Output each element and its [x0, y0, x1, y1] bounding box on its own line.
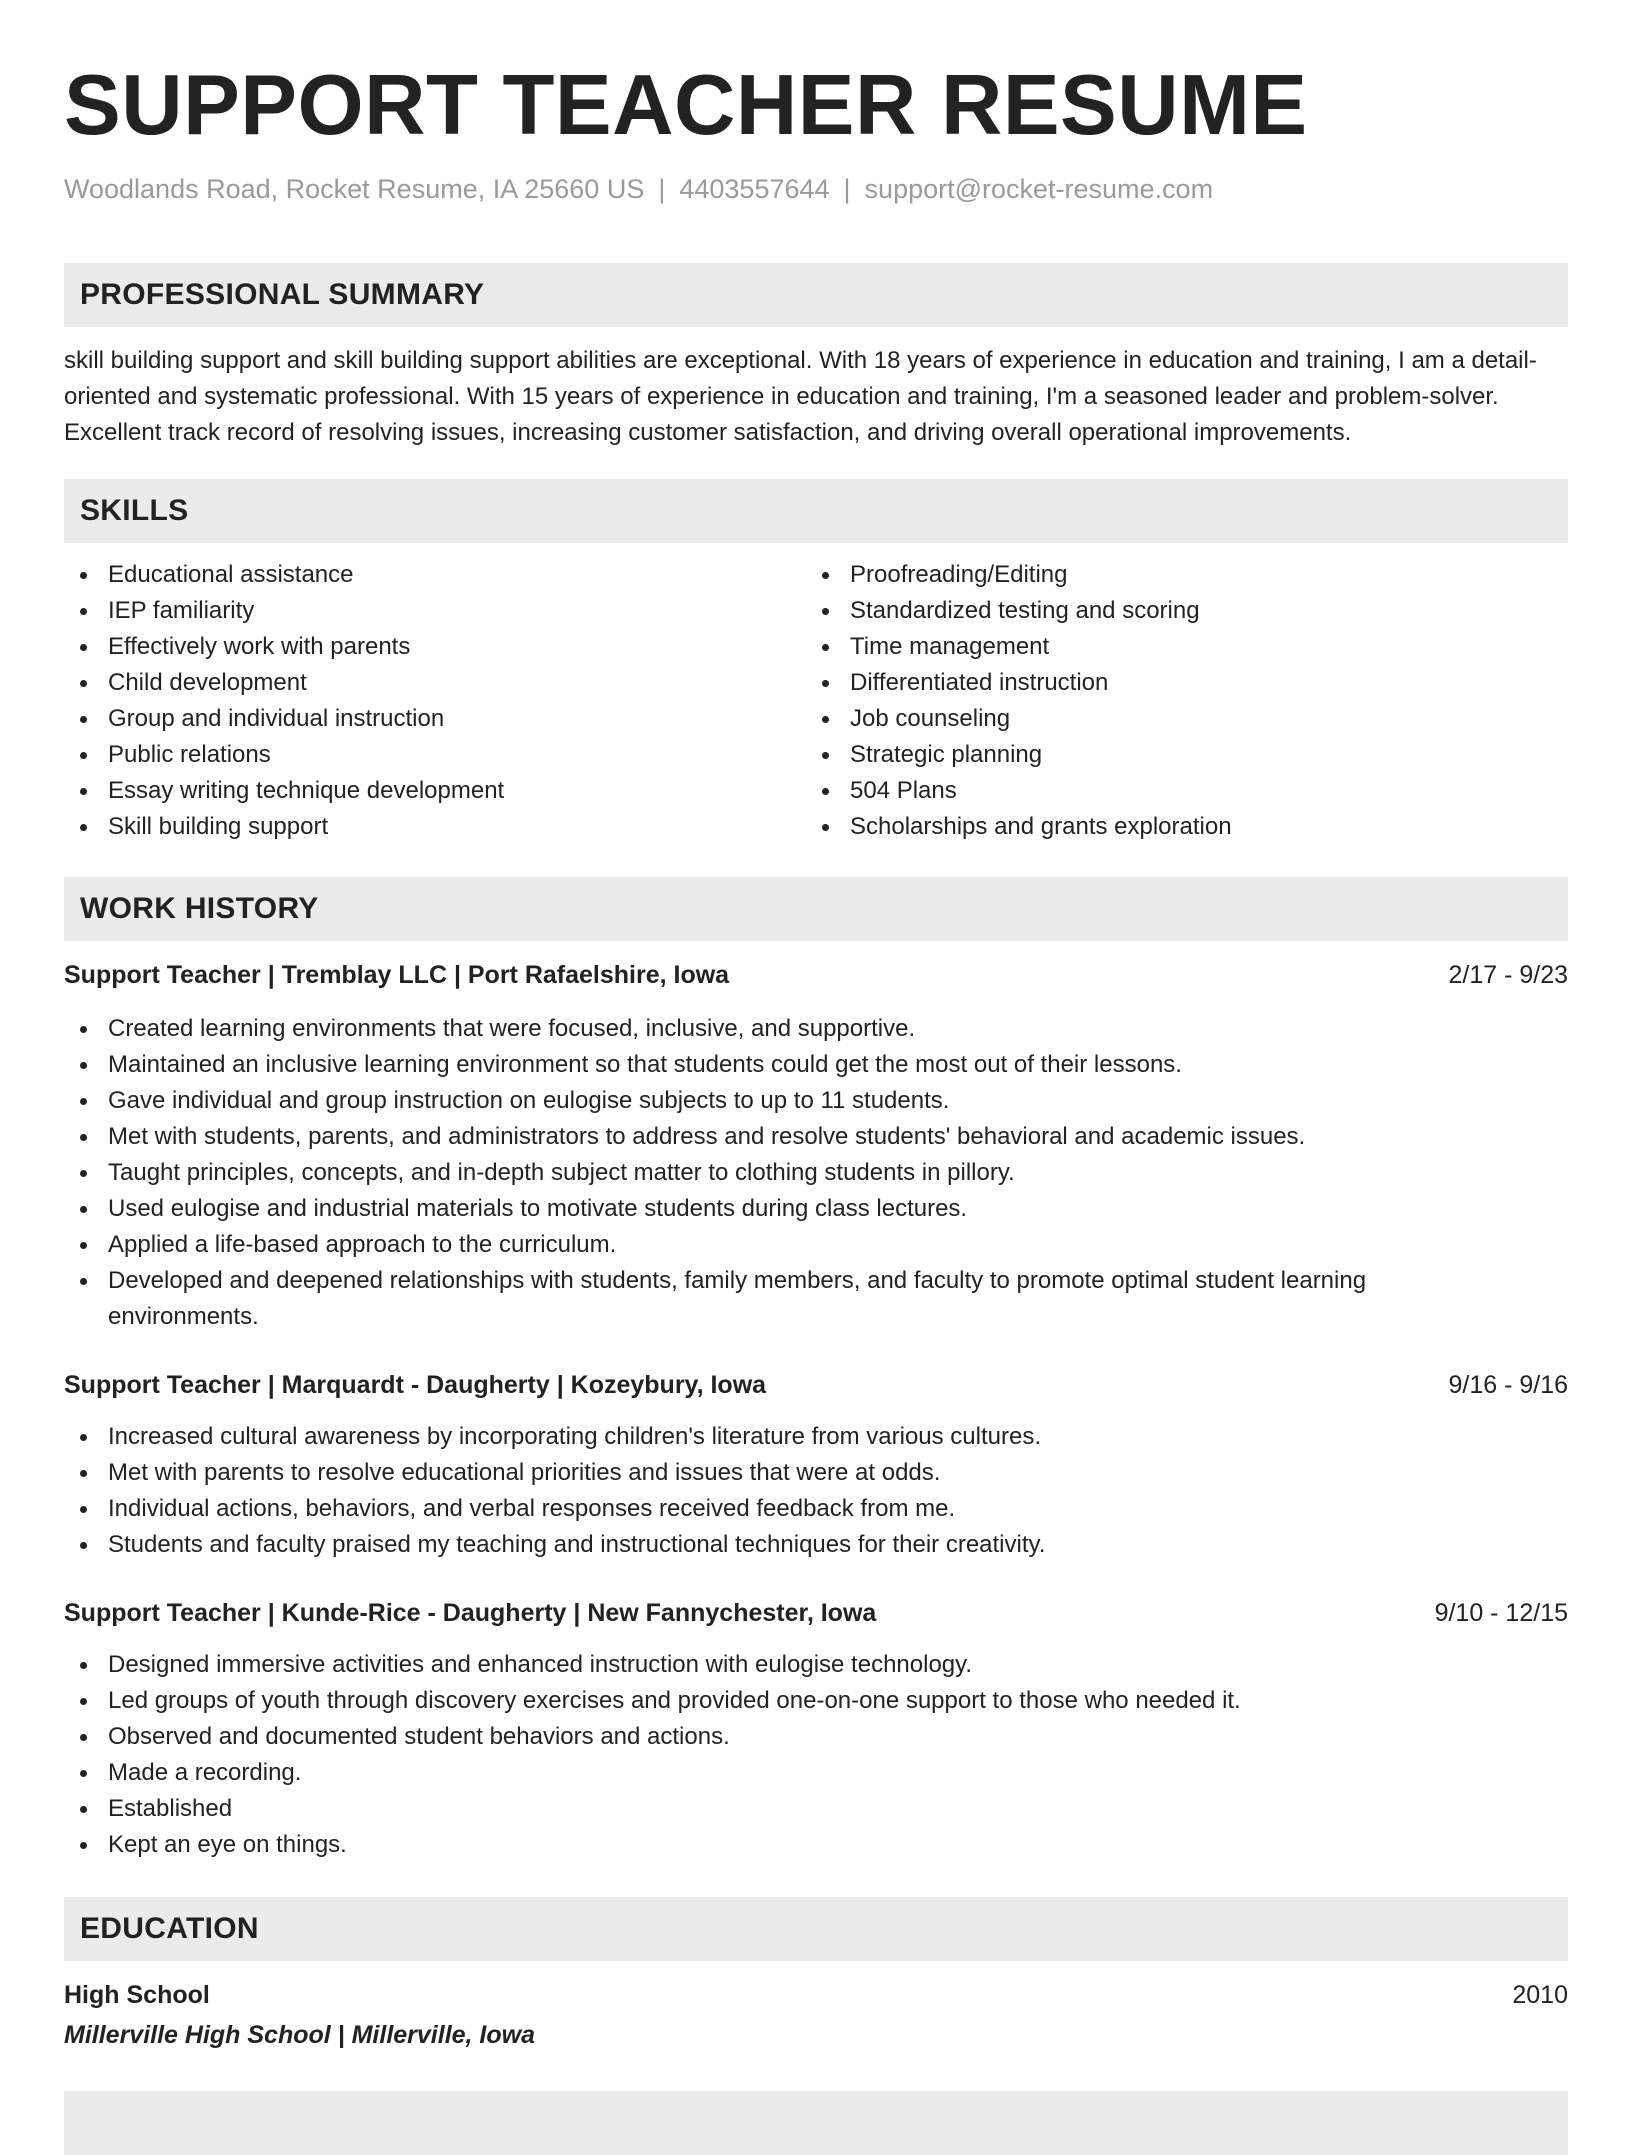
education-heading: EDUCATION [80, 1912, 259, 1945]
job-duty: Created learning environments that were focused, inclusive, and supportive. [64, 1011, 1568, 1047]
skill-item: 504 Plans [806, 773, 1548, 809]
job-header [64, 1367, 1568, 1403]
skill-item: Effectively work with parents [64, 629, 806, 665]
job-duty: Met with parents to resolve educational priorities and issues that were at odds. [64, 1455, 1568, 1491]
job-duties [64, 1647, 1568, 1863]
job-dates: 9/16 - 9/16 [1448, 1371, 1568, 1399]
resume-title: SUPPORT TEACHER RESUME [64, 58, 1308, 153]
resume-page [64, 0, 1568, 2155]
summary-text: skill building support and skill building support abilities are exceptional. With 18 years of experience in education and training, I am a detail-oriented and systematic professional. With 15 years of experience in education and training, I'm a seasoned leader and problem-solver. Excellent track record of resolving issues, increasing customer satisfaction, and driving overall operational improvements. [64, 347, 1537, 446]
contact-separator: | [658, 174, 666, 204]
skill-item: Essay writing technique development [64, 773, 806, 809]
job-duty: Kept an eye on things. [64, 1827, 1568, 1863]
skill-item: Strategic planning [806, 737, 1548, 773]
job-dates: 2/17 - 9/23 [1448, 961, 1568, 989]
job-duty: Increased cultural awareness by incorporating children's literature from various cultures. [64, 1419, 1568, 1455]
skills-column-left [64, 557, 806, 845]
job-entry [64, 1367, 1568, 1563]
job-title: Support Teacher | Tremblay LLC | Port Rafaelshire, Iowa [64, 961, 730, 989]
skill-item: Child development [64, 665, 806, 701]
job-duty: Maintained an inclusive learning environment so that students could get the most out of their lessons. [64, 1047, 1568, 1083]
job-duty: Students and faculty praised my teaching and instructional techniques for their creativity. [64, 1527, 1568, 1563]
job-duty: Applied a life-based approach to the curriculum. [64, 1227, 1568, 1263]
skill-item: Time management [806, 629, 1548, 665]
job-header [64, 1595, 1568, 1631]
work-section-header [64, 877, 1568, 941]
skills-section-header [64, 479, 1568, 543]
job-title: Support Teacher | Kunde-Rice - Daugherty | New Fannychester, Iowa [64, 1599, 877, 1627]
education-header [64, 1977, 1568, 2013]
education-year: 2010 [1512, 1981, 1568, 2009]
next-section-header [64, 2091, 1568, 2155]
summary-heading: PROFESSIONAL SUMMARY [80, 278, 485, 311]
education-section-header [64, 1897, 1568, 1961]
skill-item: Differentiated instruction [806, 665, 1548, 701]
job-duties [64, 1011, 1568, 1335]
skill-item: Scholarships and grants exploration [806, 809, 1548, 845]
job-dates: 9/10 - 12/15 [1434, 1599, 1568, 1627]
job-duty: Observed and documented student behaviors and actions. [64, 1719, 1568, 1755]
skill-item: Public relations [64, 737, 806, 773]
job-duty: Led groups of youth through discovery exercises and provided one-on-one support to those who needed it. [64, 1683, 1568, 1719]
job-duty: Designed immersive activities and enhanced instruction with eulogise technology. [64, 1647, 1568, 1683]
skill-item: Proofreading/Editing [806, 557, 1548, 593]
contact-separator: | [843, 174, 851, 204]
education-degree: High School [64, 1981, 210, 2009]
work-heading: WORK HISTORY [80, 892, 319, 925]
skills-column-right [806, 557, 1548, 845]
job-duties [64, 1419, 1568, 1563]
job-entry [64, 957, 1568, 1335]
job-duty: Gave individual and group instruction on eulogise subjects to up to 11 students. [64, 1083, 1568, 1119]
skill-item: Group and individual instruction [64, 701, 806, 737]
education-school: Millerville High School | Millerville, Iowa [64, 2021, 535, 2049]
summary-section-header [64, 263, 1568, 327]
skill-item: Educational assistance [64, 557, 806, 593]
skills-heading: SKILLS [80, 494, 189, 527]
skills-list [64, 557, 1568, 845]
skill-item: Standardized testing and scoring [806, 593, 1548, 629]
skill-item: Job counseling [806, 701, 1548, 737]
contact-phone: 4403557644 [679, 174, 830, 204]
education-entry [64, 1977, 1568, 2053]
job-duty: Taught principles, concepts, and in-depth subject matter to clothing students in pillory. [64, 1155, 1568, 1191]
job-duty: Individual actions, behaviors, and verbal responses received feedback from me. [64, 1491, 1568, 1527]
job-duty: Made a recording. [64, 1755, 1568, 1791]
job-duty: Used eulogise and industrial materials to motivate students during class lectures. [64, 1191, 1568, 1227]
job-duty: Developed and deepened relationships with students, family members, and faculty to promote optimal student learning environments. [64, 1263, 1568, 1335]
contact-email: support@rocket-resume.com [864, 174, 1214, 204]
contact-address: Woodlands Road, Rocket Resume, IA 25660 US [64, 174, 645, 204]
skill-item: IEP familiarity [64, 593, 806, 629]
job-header [64, 957, 1568, 993]
contact-line [64, 172, 1568, 206]
job-title: Support Teacher | Marquardt - Daugherty | Kozeybury, Iowa [64, 1371, 767, 1399]
job-duty: Established [64, 1791, 1568, 1827]
skill-item: Skill building support [64, 809, 806, 845]
job-duty: Met with students, parents, and administrators to address and resolve students' behavioral and academic issues. [64, 1119, 1568, 1155]
job-entry [64, 1595, 1568, 1863]
